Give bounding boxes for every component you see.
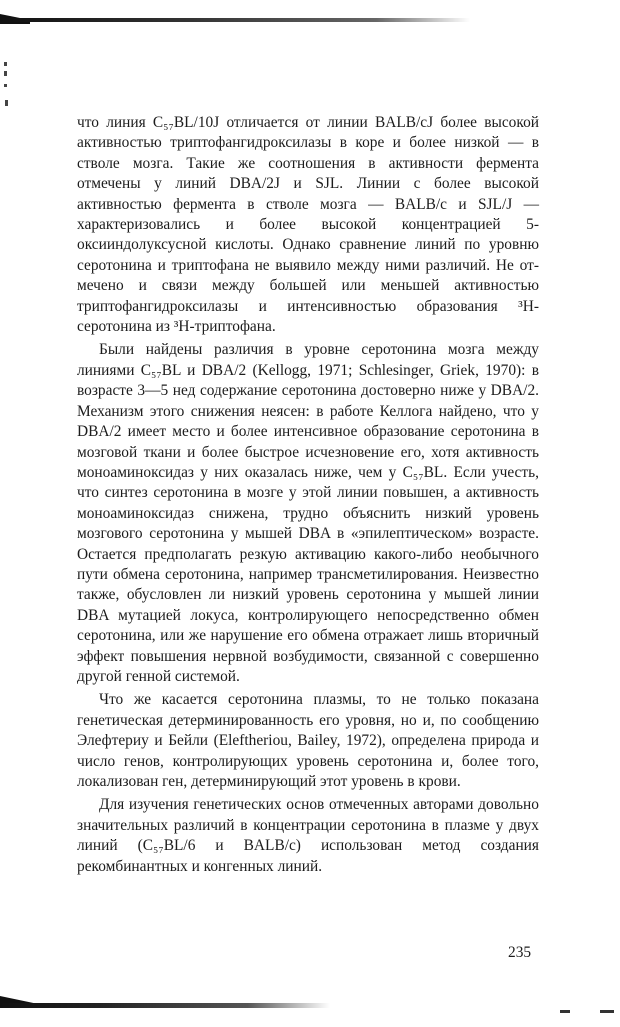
paragraph-1: что линия C₅₇BL/10J отличается от линии BALB/cJ более высокой активностью триптофангидроксилазы в коре и более низкой — в стволе мозга. Такие же соотношения в активности фермента отмечены у линий DBA/2J и SJL. Линии с более высокой активностью фермента в стволе мозга — BALB/c и SJL/J — характеризовались и более высокой концентрацией 5-оксииндолуксусной кислоты. Однако сравнение линий по уровню серотонина и триптофана не выявило между ними различий. Не отмечено и связи между большей или меньшей активностью триптофангидроксилазы и интенсивностью образования ³H-серотонина из ³H-триптофана. bbox=[77, 114, 539, 336]
paragraph-3: Что же касается серотонина плазмы, то не только показана генетическая детерминированность его уровня, но и, по сообщению Элефтериу и Бейли (Eleftheriou, Bailey, 1972), определена природа и число генов, контролирующих уровень серотонина и, более того, локализован ген, детерминирующий этот уровень в крови. bbox=[77, 691, 539, 790]
paragraph-4: Для изучения генетических основ отмеченных авторами довольно значительных различий в концентрации серотонина в плазме у двух линий (C₅₇BL/6 и BALB/c) использован метод создания рекомбинантных и конгенных линий. bbox=[77, 796, 539, 875]
scan-mark bbox=[560, 1010, 570, 1013]
page-number: 235 bbox=[508, 944, 532, 961]
paragraph-2: Были найдены различия в уровне серотонина мозга между линиями C₅₇BL и DBA/2 (Kellogg, 1971; Schlesinger, Griek, 1970): в возрасте 3—5 нед содержание серотонина достоверно ниже у DBA/2. Механизм этого снижения неясен: в работе Келлога найдено, что у DBA/2 имеет место и более интенсивное образование серотонина в мозговой ткани и более быстрое исчезновение его, хотя активность моноаминоксидаз у них оказалась ниже, чем у C₅₇BL. Если учесть, что синтез серотонина в мозге у этой линии повышен, а активность моноаминоксидаз снижена, трудно объяснить низкий уровень мозгового серотонина у мышей DBA в «эпилептическом» возрасте. Остается предполагать резкую активацию какого-либо необычного пути обмена серотонина, например трансметилирования. Неизвестно также, обусловлен ли низкий уровень серотонина у мышей линии DBA мутацией локуса, контролирующего непосредственно обмен серотонина, или же нарушение его обмена отражает лишь вторичный эффект повышения нервной возбудимости, связанной с совершенно другой генной системой. bbox=[77, 341, 539, 685]
scan-edge-top-shadow bbox=[0, 18, 470, 22]
scan-edge-bottom-shadow bbox=[0, 1003, 330, 1008]
scan-mark bbox=[600, 1010, 614, 1013]
margin-marks bbox=[4, 62, 10, 112]
body-text bbox=[77, 113, 539, 877]
